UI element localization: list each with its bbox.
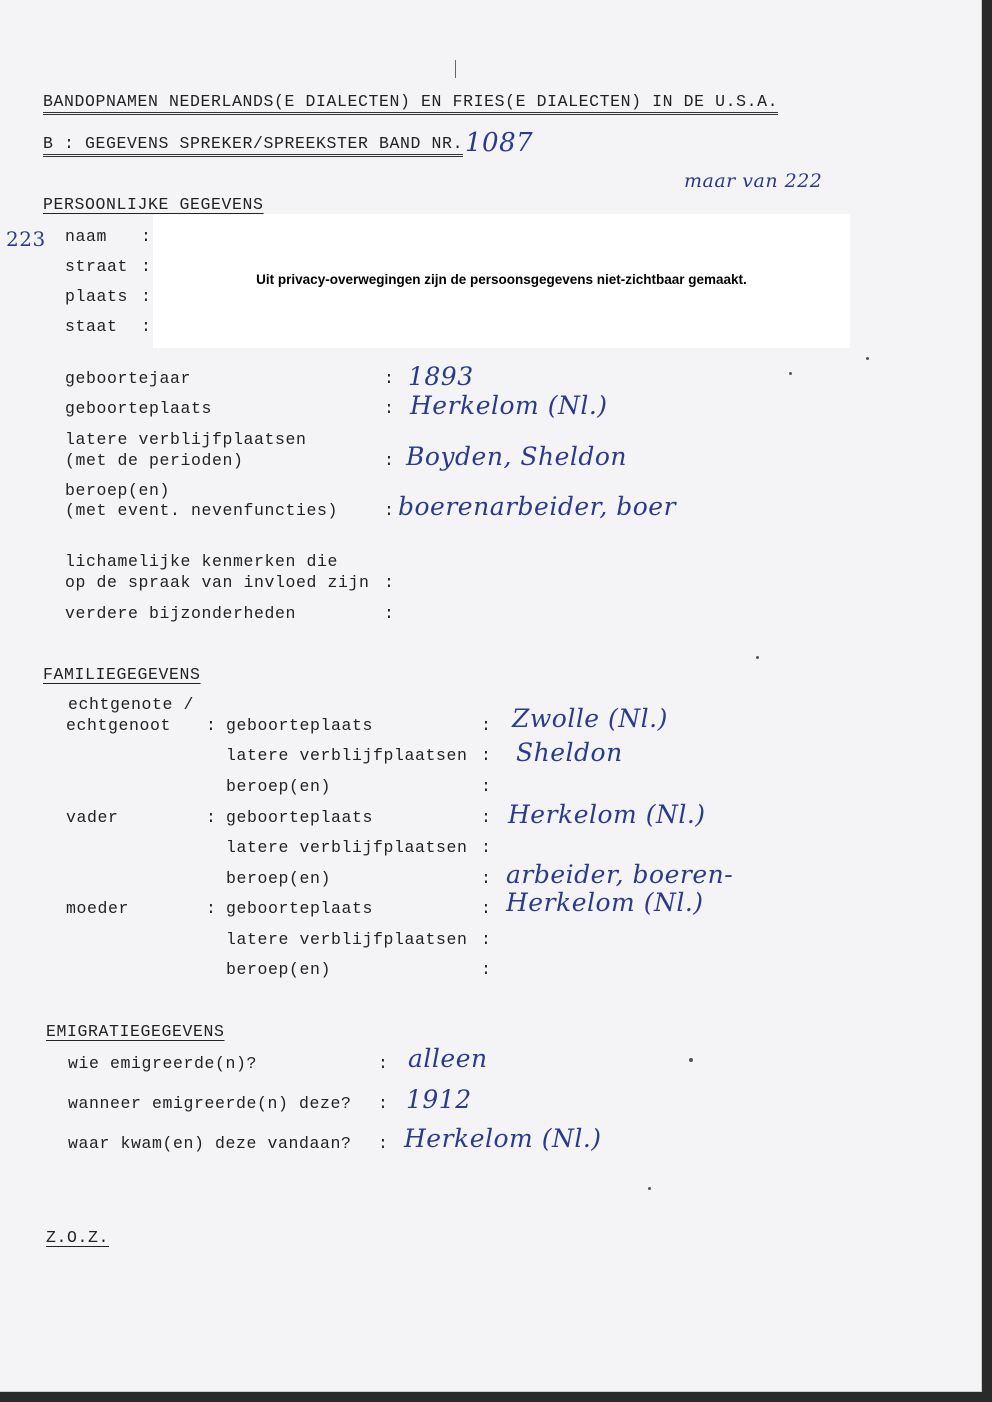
paper-speck — [789, 372, 792, 375]
section-heading-emigration: EMIGRATIEGEGEVENS — [46, 1022, 225, 1041]
paper-speck — [648, 1187, 651, 1190]
colon: : — [141, 287, 151, 306]
label-kenmerken-1: lichamelijke kenmerken die — [65, 552, 339, 571]
value-wie: alleen — [408, 1044, 488, 1073]
label-verblijf-2: (met de perioden) — [65, 451, 244, 470]
colon: : — [481, 808, 491, 827]
label-vader-geboorteplaats: geboorteplaats — [226, 808, 374, 827]
colon: : — [206, 716, 216, 735]
privacy-notice: Uit privacy-overwegingen zijn de persoonsgegevens niet-zichtbaar gemaakt. — [256, 271, 747, 287]
label-kenmerken-2: op de spraak van invloed zijn — [65, 573, 370, 592]
colon: : — [378, 1134, 388, 1153]
value-moeder-geboorteplaats: Herkelom (Nl.) — [506, 888, 704, 917]
label-moeder-verblijf: latere verblijfplaatsen — [226, 930, 468, 949]
section-heading-personal: PERSOONLIJKE GEGEVENS — [43, 195, 264, 214]
paper-speck — [756, 656, 759, 659]
colon: : — [206, 899, 216, 918]
section-heading-family: FAMILIEGEGEVENS — [43, 665, 201, 684]
label-bijzonderheden: verdere bijzonderheden — [65, 604, 297, 623]
margin-note-top: maar van 222 — [684, 170, 823, 192]
label-vader: vader — [66, 808, 119, 827]
label-echtgenote-verblijf: latere verblijfplaatsen — [226, 746, 468, 765]
scan-mark — [455, 60, 456, 78]
colon: : — [384, 369, 394, 388]
margin-note-left: 223 — [6, 227, 46, 251]
privacy-redaction-box — [153, 214, 850, 348]
colon: : — [384, 451, 394, 470]
label-vader-beroep: beroep(en) — [226, 869, 332, 888]
form-title: BANDOPNAMEN NEDERLANDS(E DIALECTEN) EN FRIES(E DIALECTEN) IN DE U.S.A. — [43, 92, 778, 115]
paper-speck — [689, 1058, 693, 1062]
label-moeder: moeder — [66, 899, 130, 918]
colon: : — [141, 257, 151, 276]
label-moeder-beroep: beroep(en) — [226, 960, 332, 979]
label-plaats: plaats — [65, 287, 129, 306]
colon: : — [384, 573, 394, 592]
value-geboortejaar: 1893 — [408, 362, 474, 391]
colon: : — [141, 227, 151, 246]
colon: : — [384, 399, 394, 418]
colon: : — [206, 808, 216, 827]
colon: : — [141, 317, 151, 336]
colon: : — [384, 604, 394, 623]
value-echtgenote-verblijf: Sheldon — [516, 738, 623, 767]
colon: : — [481, 869, 491, 888]
colon: : — [378, 1054, 388, 1073]
colon: : — [481, 838, 491, 857]
label-straat: straat — [65, 257, 129, 276]
colon: : — [378, 1094, 388, 1113]
value-vader-geboorteplaats: Herkelom (Nl.) — [508, 800, 706, 829]
paper-speck — [866, 357, 869, 360]
colon: : — [481, 716, 491, 735]
colon: : — [384, 501, 394, 520]
value-wanneer: 1912 — [406, 1085, 472, 1114]
colon: : — [481, 930, 491, 949]
colon: : — [481, 746, 491, 765]
band-number: 1087 — [465, 128, 534, 158]
label-vader-verblijf: latere verblijfplaatsen — [226, 838, 468, 857]
label-verblijf-1: latere verblijfplaatsen — [65, 430, 307, 449]
label-echtgenote-2: echtgenoot — [66, 716, 172, 735]
value-waar: Herkelom (Nl.) — [404, 1124, 602, 1153]
value-geboorteplaats: Herkelom (Nl.) — [410, 391, 608, 420]
value-beroep: boerenarbeider, boer — [398, 492, 677, 521]
colon: : — [481, 960, 491, 979]
colon: : — [481, 899, 491, 918]
form-subtitle: B : GEGEVENS SPREKER/SPREEKSTER BAND NR. — [43, 134, 463, 157]
label-geboorteplaats: geboorteplaats — [65, 399, 213, 418]
label-moeder-geboorteplaats: geboorteplaats — [226, 899, 374, 918]
footer-zoz: Z.O.Z. — [46, 1228, 110, 1247]
label-staat: staat — [65, 317, 118, 336]
label-beroep-2: (met event. nevenfuncties) — [65, 501, 339, 520]
label-waar: waar kwam(en) deze vandaan? — [68, 1134, 352, 1153]
value-echtgenote-geboorteplaats: Zwolle (Nl.) — [512, 704, 668, 733]
label-wie: wie emigreerde(n)? — [68, 1054, 258, 1073]
label-beroep-1: beroep(en) — [65, 481, 171, 500]
label-echtgenote-geboorteplaats: geboorteplaats — [226, 716, 374, 735]
value-verblijf: Boyden, Sheldon — [406, 442, 628, 471]
colon: : — [481, 777, 491, 796]
value-vader-beroep: arbeider, boeren- — [506, 860, 734, 889]
label-wanneer: wanneer emigreerde(n) deze? — [68, 1094, 352, 1113]
label-echtgenote-1: echtgenote / — [68, 695, 195, 714]
label-echtgenote-beroep: beroep(en) — [226, 777, 332, 796]
label-naam: naam — [65, 227, 108, 246]
label-geboortejaar: geboortejaar — [65, 369, 192, 388]
